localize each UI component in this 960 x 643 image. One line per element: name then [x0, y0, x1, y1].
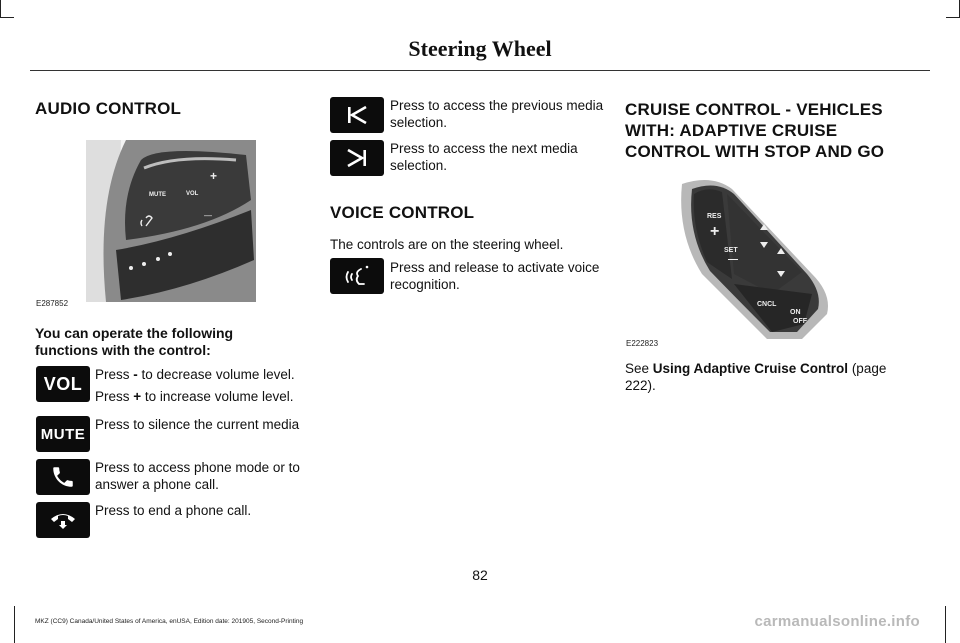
cruise-set-label: SET	[724, 247, 738, 254]
cruise-control-illustration	[672, 174, 837, 344]
crop-mark	[0, 0, 1, 18]
cruise-plus-label: +	[710, 223, 720, 240]
cruise-reference-link: Using Adaptive Cruise Control	[652, 361, 849, 376]
vol-increase-text: Press + to increase volume level.	[95, 389, 294, 404]
cruise-heading-line1: CRUISE CONTROL - VEHICLES	[625, 100, 883, 119]
wheel-vol-label: VOL	[186, 191, 199, 197]
mute-text: Press to silence the current media	[95, 417, 300, 432]
cruise-see-reference: See Using Adaptive Cruise Control (page 222).	[625, 361, 887, 393]
previous-media-icon	[330, 97, 384, 133]
audio-image-code: E287852	[36, 299, 69, 308]
cruise-cncl-label: CNCL	[757, 301, 777, 308]
wheel-plus-label: +	[210, 169, 218, 183]
header-rule	[30, 70, 930, 71]
next-media-icon	[330, 140, 384, 176]
vol-decrease-text: Press - to decrease volume level.	[95, 367, 295, 382]
crop-mark	[946, 17, 960, 18]
next-media-text: Press to access the next media selection.	[390, 141, 578, 173]
cruise-heading-line3: CONTROL WITH STOP AND GO	[625, 142, 885, 161]
crop-mark	[14, 606, 15, 643]
voice-icon	[330, 258, 384, 294]
crop-mark	[945, 606, 946, 643]
cruise-image-code: E222823	[626, 339, 659, 348]
wheel-mute-label: MUTE	[149, 192, 166, 198]
wheel-minus-label: —	[204, 211, 212, 220]
end-call-text: Press to end a phone call.	[95, 503, 252, 518]
cruise-on-label: ON	[790, 309, 801, 316]
audio-intro: You can operate the following functions with the control:	[35, 325, 234, 358]
vol-icon	[36, 366, 90, 402]
cruise-heading-line2: WITH: ADAPTIVE CRUISE	[625, 121, 838, 140]
mute-icon	[36, 416, 90, 452]
cruise-res-label: RES	[707, 213, 722, 220]
page-number: 82	[472, 567, 488, 583]
voice-intro: The controls are on the steering wheel.	[330, 237, 564, 252]
voice-text: Press and release to activate voice recognition.	[390, 260, 600, 292]
phone-icon	[36, 459, 90, 495]
previous-media-text: Press to access the previous media selection.	[390, 98, 604, 130]
crop-mark	[0, 17, 14, 18]
end-call-icon	[36, 502, 90, 538]
vol-icon-text: VOL	[43, 373, 83, 394]
edition-footer: MKZ (CC9) Canada/United States of America, enUSA, Edition date: 201905, Second-Printing	[35, 618, 304, 625]
cruise-off-label: OFF	[793, 318, 807, 325]
watermark: carmanualsonline.info	[754, 613, 920, 630]
mute-icon-text: MUTE	[40, 425, 86, 443]
phone-text: Press to access phone mode or to answer a phone call.	[95, 460, 300, 492]
cruise-minus-label: —	[728, 254, 738, 265]
audio-control-heading: AUDIO CONTROL	[35, 99, 182, 118]
voice-control-heading: VOICE CONTROL	[330, 203, 475, 222]
page-title: Steering Wheel	[408, 36, 552, 61]
audio-control-illustration	[86, 140, 256, 302]
